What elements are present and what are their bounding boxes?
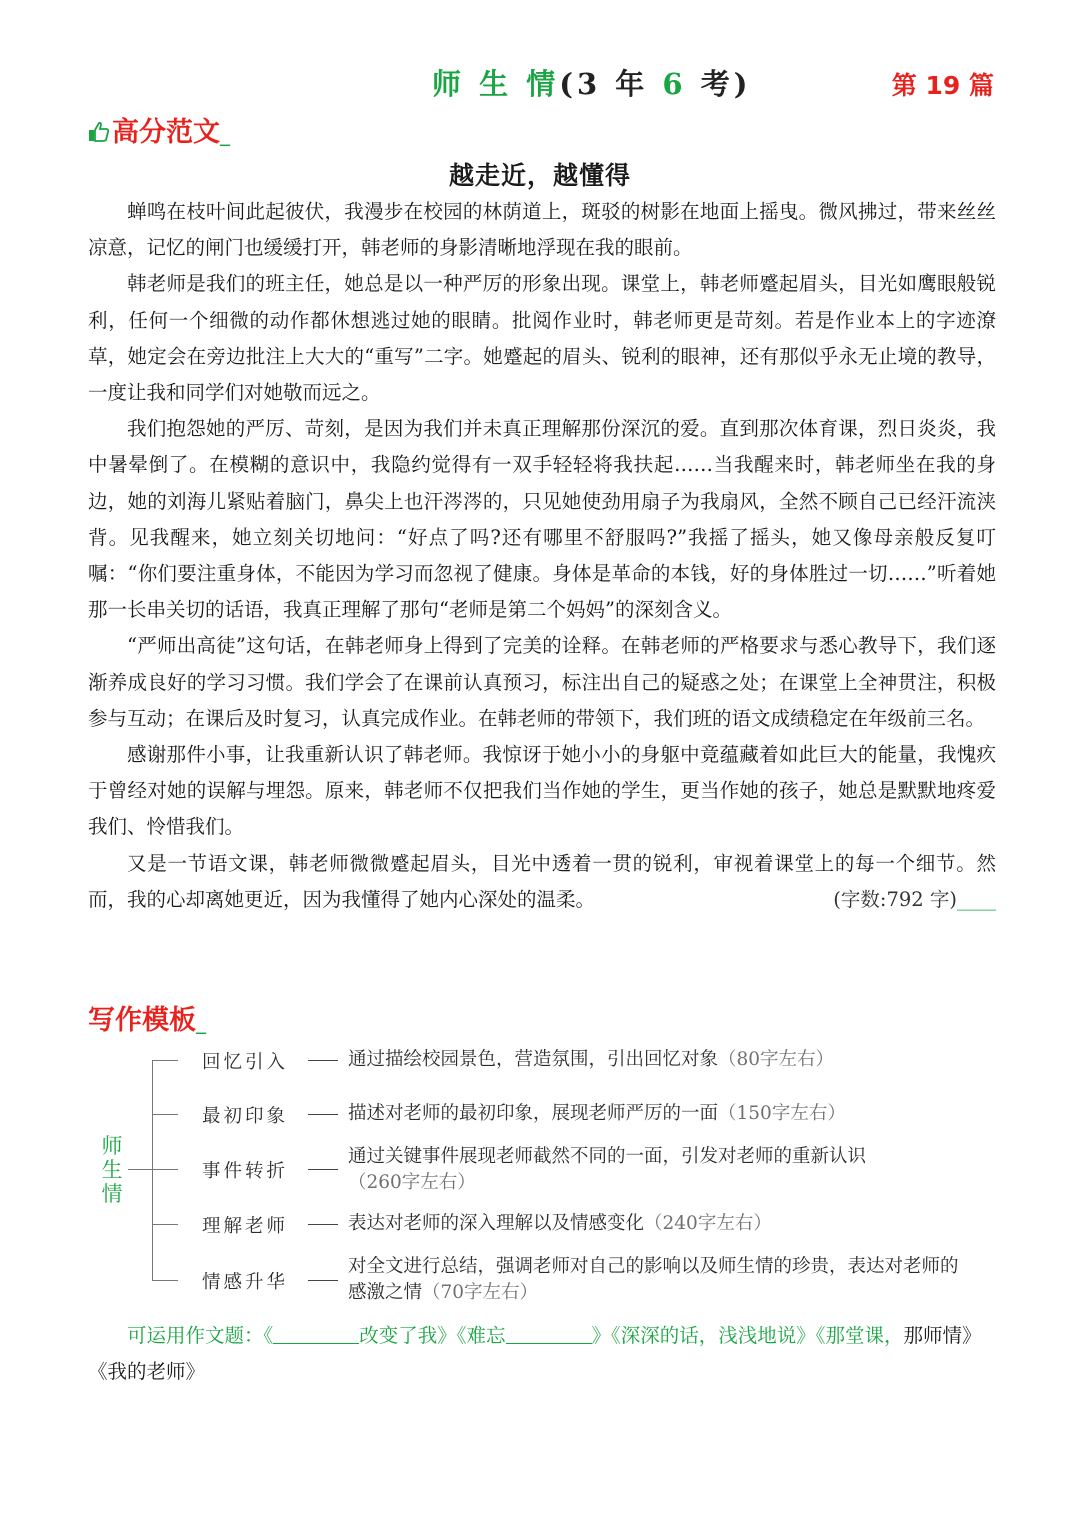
essay-paragraph: 又是一节语文课，韩老师微微蹙起眉头，目光中透着一贯的锐利，审视着课堂上的每一个细节。然而，我的心却离她更近，因为我懂得了她内心深处的温柔。 (字数:792 字)____ [88,846,996,918]
node-dash [308,1060,338,1061]
tree-branch [152,1224,178,1225]
fill-blank [273,1323,359,1344]
node-label: 情感升华 [202,1272,289,1293]
node-dash [308,1280,338,1281]
node-dash [308,1169,338,1170]
node-label: 回忆引入 [202,1052,289,1073]
section-heading-writing-template: 写作模板_ [88,1005,206,1036]
node-dash [308,1114,338,1115]
chapter-number: 第 19 篇 [891,71,994,100]
node-description: 对全文进行总结，强调老师对自己的影响以及师生情的珍贵，表达对老师的感激之情（70字左右） [348,1256,959,1303]
essay-paragraph: 蝉鸣在枝叶间此起彼伏，我漫步在校园的林荫道上，斑驳的树影在地面上摇曳。微风拂过，带来丝丝凉意，记忆的闸门也缓缓打开，韩老师的身影清晰地浮现在我的眼前。 [88,200,996,260]
page-title: 师 生 情(3 年 6 考) [432,67,752,101]
essay-body [88,194,996,918]
node-description: 通过关键事件展现老师截然不同的一面，引发对老师的重新认识（260字左右） [348,1146,867,1193]
node-label: 最初印象 [202,1106,289,1127]
essay-paragraph: 感谢那件小事，让我重新认识了韩老师。我惊讶于她小小的身躯中竟蕴藏着如此巨大的能量，我愧疚于曾经对她的误解与埋怨。原来，韩老师不仅把我们当作她的学生，更当作她的孩子，她总是默默地疼爱我们、怜惜我们。 [88,743,996,839]
node-label: 理解老师 [202,1216,289,1237]
node-description: 描述对老师的最初印象，展现老师严厉的一面（150字左右） [348,1103,846,1124]
tree-branch [152,1280,178,1281]
node-description: 表达对老师的深入理解以及情感变化（240字左右） [348,1213,772,1234]
node-dash [308,1224,338,1225]
node-label: 事件转折 [202,1161,289,1182]
word-count: (字数:792 字)____ [833,887,996,911]
node-description: 通过描绘校园景色，营造氛围，引出回忆对象（80字左右） [348,1049,835,1070]
section-heading-model-essay: 高分范文_ [88,110,230,150]
thumb-up-icon [88,119,110,150]
writing-template-tree [96,1040,996,1310]
essay-paragraph: 我们抱怨她的严厉、苛刻，是因为我们并未真正理解那份深沉的爱。直到那次体育课，烈日炎炎，我中暑晕倒了。在模糊的意识中，我隐约觉得有一双手轻轻将我扶起……当我醒来时，韩老师坐在我的身边，她的刘海儿紧贴着脑门，鼻尖上也汗涔涔的，只见她使劲用扇子为我扇风，全然不顾自己已经汗流浃背。见我醒来，她立刻关切地问：“好点了吗?还有哪里不舒服吗?”我摇了摇头，她又像母亲般反复叮嘱：“你们要注重身体，不能因为学习而忽视了健康。身体是革命的本钱，好的身体胜过一切……”听着她那一长串关切的话语，我真正理解了那句“老师是第二个妈妈”的深刻含义。 [88,417,996,622]
tree-branch [152,1114,178,1115]
essay-paragraph: 韩老师是我们的班主任，她总是以一种严厉的形象出现。课堂上，韩老师蹙起眉头，目光如鹰眼般锐利，任何一个细微的动作都休想逃过她的眼睛。批阅作业时，韩老师更是苛刻。若是作业本上的字迹潦草，她定会在旁边批注上大大的“重写”二字。她蹙起的眉头、锐利的眼神，还有那似乎永无止境的教导，一度让我和同学们对她敬而远之。 [88,272,996,405]
tree-root: 师 生 情 [101,1134,123,1206]
essay-paragraph: “严师出高徒”这句话，在韩老师身上得到了完美的诠释。在韩老师的严格要求与悉心教导下，我们逐渐养成良好的学习习惯。我们学会了在课前认真预习，标注出自己的疑惑之处；在课堂上全神贯注，积极参与互动；在课后及时复习，认真完成作业。在韩老师的带领下，我们班的语文成绩稳定在年级前三名。 [88,634,996,730]
tree-branch [152,1060,178,1061]
applicable-topics: 可运用作文题：《 改变了我》《难忘 》《深深的话，浅浅地说》《那堂课，那师情》《我的老师》 [88,1324,982,1383]
tree-branch [152,1169,178,1170]
essay-title: 越走近，越懂得 [448,161,631,190]
fill-blank [506,1323,592,1344]
page-header [0,62,1080,106]
tree-connector [128,1169,152,1170]
tree-trunk [152,1060,153,1280]
